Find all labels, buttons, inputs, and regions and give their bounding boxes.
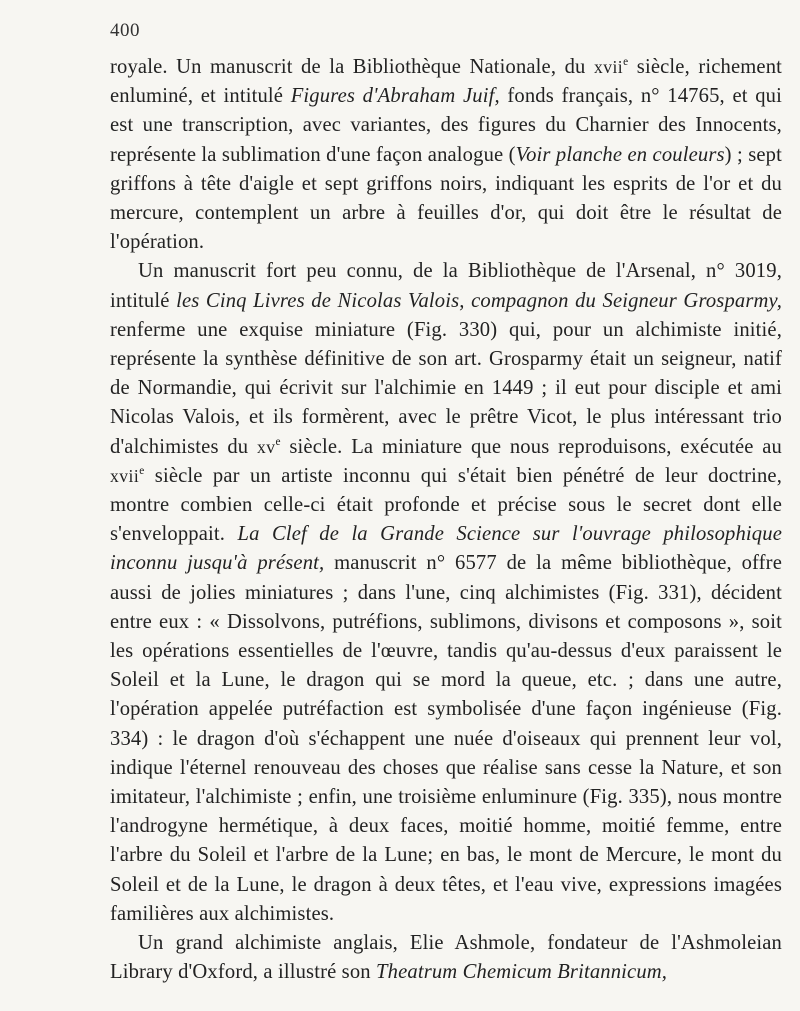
text-segment: ) ; sept griffons à tête d'aigle et sept griffons noirs, indiquant les esprits de l'or et du mercure, contemplent un arbre à feuilles d'or, qui doit être le résultat de l'opération. — [110, 143, 782, 254]
text-segment: Un grand alchimiste anglais, Elie Ashmole, fondateur de l'Ashmoleian Library d'Oxford, a illustré son — [110, 932, 782, 984]
text-segment: xvii — [593, 57, 624, 77]
text-segment: e — [623, 56, 629, 69]
text-segment: fonds français, n° 14765, et qui est une transcription, avec variantes, des figures du Charnier des Innocents, représente la sublimation d'une façon analogue ( — [110, 85, 782, 166]
text-segment: e — [275, 435, 281, 448]
text-segment: La Clef de la Grande Science sur l'ouvrage philosophique inconnu jusqu'à présent, — [110, 523, 782, 575]
text-segment: Theatrum Chemicum Britannicum, — [376, 961, 668, 984]
paragraph-2 — [110, 257, 782, 929]
paragraph-1 — [110, 53, 782, 257]
page-number: 400 — [110, 20, 140, 41]
text-segment: royale. Un manuscrit de la Bibliothèque Nationale, du — [110, 56, 594, 78]
text-segment: siècle par un artiste inconnu qui s'était bien pénétré de leur doctrine, montre combien celle-ci était profonde et précise sous le secret dont elle s'enveloppait. — [110, 464, 782, 546]
text-segment: xvii — [110, 465, 140, 486]
text-segment: Figures d'Abraham Juif, — [290, 85, 500, 108]
text-segment: Voir planche en couleurs — [515, 143, 725, 166]
text-segment: manuscrit n° 6577 de la même bibliothèque, offre aussi de jolies miniatures ; dans l'une, cinq alchimistes (Fig. 331), décident entre eux : « Dissolvons, putréfions, sublimons, divisons et composons », soit les opérations essentielles de l'œuvre, tandis qu'au-dessus d'eux paraissent le Soleil et la Lune, le dragon qui se mord la queue, etc. ; dans une autre, l'opération appelée putréfaction est symbolisée d'une façon ingénieuse (Fig. 334) : le dragon d'où s'échappent une nuée d'oiseaux qui prennent leur vol, indique l'éternel renouveau des choses que réalise sans cesse la Nature, et son imitateur, l'alchimiste ; enfin, une troisième enluminure (Fig. 335), nous montre l'androgyne hermétique, à deux faces, moitié homme, moitié femme, entre l'arbre du Soleil et l'arbre de la Lune; en bas, le mont de Mercure, le mont du Soleil et de la Lune, le dragon à deux têtes, et l'eau vive, expressions imagées familières aux alchimistes. — [110, 552, 782, 925]
paragraph-3 — [110, 929, 782, 987]
text-segment: les Cinq Livres de Nicolas Valois, compagnon du Seigneur Grosparmy, — [176, 289, 782, 312]
text-segment: renferme une exquise miniature (Fig. 330) qui, pour un alchimiste initié, représente la synthèse définitive de son art. Grosparmy était un seigneur, natif de Normandie, qui écrivit sur l'alchimie en 1449 ; il eut pour disciple et ami Nicolas Valois, et ils formèrent, avec le prêtre Vicot, le plus intéressant trio d'alchimistes du — [110, 318, 782, 458]
body-text — [110, 53, 782, 988]
text-segment: e — [139, 464, 145, 477]
text-segment: siècle, richement enluminé, et intitulé — [110, 56, 783, 108]
text-segment: xv — [256, 436, 276, 457]
text-segment: siècle. La miniature que nous reproduisons, exécutée au — [280, 435, 782, 458]
text-segment: Un manuscrit fort peu connu, de la Bibliothèque de l'Arsenal, n° 3019, intitulé — [110, 260, 782, 312]
